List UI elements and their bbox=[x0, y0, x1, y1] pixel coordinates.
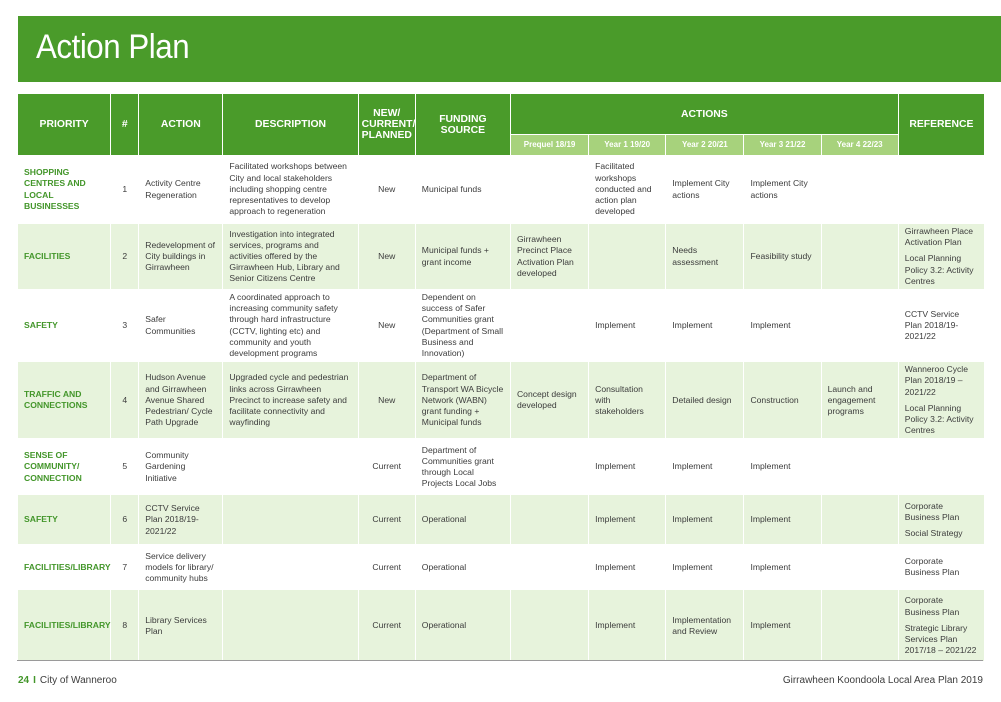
header-funding-source: FUNDING SOURCE bbox=[415, 94, 510, 156]
reference-cell bbox=[898, 590, 984, 662]
action-cell: Activity Centre Regeneration bbox=[139, 156, 223, 224]
table-row bbox=[18, 156, 985, 224]
status-cell: New bbox=[358, 290, 415, 362]
number-cell: 7 bbox=[111, 545, 139, 590]
page-title: Action Plan bbox=[36, 28, 190, 66]
action-cell: Library Services Plan bbox=[139, 590, 223, 662]
table-row bbox=[18, 362, 985, 439]
reference-cell bbox=[898, 362, 984, 439]
funding-cell: Operational bbox=[415, 545, 510, 590]
action-plan-table bbox=[17, 93, 985, 662]
year-2-cell: Implement bbox=[666, 290, 744, 362]
status-cell: Current bbox=[358, 545, 415, 590]
description-cell bbox=[223, 439, 358, 495]
year-1-cell: Implement bbox=[589, 545, 666, 590]
status-cell: Current bbox=[358, 590, 415, 662]
year-header-4: Year 4 22/23 bbox=[821, 135, 898, 156]
header-number: # bbox=[111, 94, 139, 156]
number-cell: 2 bbox=[111, 224, 139, 290]
funding-cell: Municipal funds bbox=[415, 156, 510, 224]
description-cell: A coordinated approach to increasing community safety through hard infrastructure (CCTV, lighting etc) and community and youth development programs bbox=[223, 290, 358, 362]
priority-cell: SENSE OF COMMUNITY/ CONNECTION bbox=[18, 439, 111, 495]
table-row bbox=[18, 545, 985, 590]
priority-cell: FACILITIES bbox=[18, 224, 111, 290]
year-1-cell: Facilitated workshops conducted and action plan developed bbox=[589, 156, 666, 224]
year-1-cell: Implement bbox=[589, 495, 666, 545]
year-prequel-cell bbox=[510, 156, 588, 224]
year-3-cell: Implement bbox=[744, 290, 821, 362]
status-cell: New bbox=[358, 224, 415, 290]
year-1-cell: Implement bbox=[589, 290, 666, 362]
title-banner bbox=[18, 16, 1001, 82]
reference-cell bbox=[898, 156, 984, 224]
status-cell: New bbox=[358, 362, 415, 439]
reference-item: Strategic Library Services Plan 2017/18 – 2021/22 bbox=[904, 622, 977, 656]
year-1-cell: Implement bbox=[589, 439, 666, 495]
funding-cell: Municipal funds + grant income bbox=[415, 224, 510, 290]
funding-cell: Operational bbox=[415, 495, 510, 545]
year-4-cell bbox=[821, 156, 898, 224]
priority-cell: FACILITIES/LIBRARY bbox=[18, 545, 111, 590]
year-3-cell: Construction bbox=[744, 362, 821, 439]
header-description: DESCRIPTION bbox=[223, 94, 358, 156]
priority-cell: FACILITIES/LIBRARY bbox=[18, 590, 111, 662]
priority-cell: SAFETY bbox=[18, 290, 111, 362]
number-cell: 5 bbox=[111, 439, 139, 495]
action-cell: Service delivery models for library/ community hubs bbox=[139, 545, 223, 590]
year-2-cell: Implement bbox=[666, 495, 744, 545]
year-prequel-cell bbox=[510, 590, 588, 662]
reference-cell bbox=[898, 495, 984, 545]
description-cell bbox=[223, 590, 358, 662]
action-cell: Safer Communities bbox=[139, 290, 223, 362]
reference-item: Corporate Business Plan bbox=[904, 556, 960, 578]
year-header-prequel: Prequel 18/19 bbox=[510, 135, 588, 156]
number-cell: 6 bbox=[111, 495, 139, 545]
priority-cell: SAFETY bbox=[18, 495, 111, 545]
year-3-cell: Implement bbox=[744, 439, 821, 495]
year-3-cell: Implement bbox=[744, 590, 821, 662]
reference-item: Local Planning Policy 3.2: Activity Centres bbox=[904, 253, 974, 286]
reference-cell bbox=[898, 439, 984, 495]
year-2-cell: Implement bbox=[666, 545, 744, 590]
description-cell: Upgraded cycle and pedestrian links across Girrawheen Precinct to increase safety and facilitate connectivity and wayfinding bbox=[223, 362, 358, 439]
header-status: NEW/ CURRENT/ PLANNED bbox=[358, 94, 415, 156]
year-1-cell: Implement bbox=[589, 590, 666, 662]
status-cell: Current bbox=[358, 439, 415, 495]
reference-item: Girrawheen Place Activation Plan bbox=[904, 226, 974, 248]
year-4-cell bbox=[821, 224, 898, 290]
year-4-cell bbox=[821, 590, 898, 662]
funding-cell: Operational bbox=[415, 590, 510, 662]
footer-separator: I bbox=[33, 675, 36, 686]
number-cell: 8 bbox=[111, 590, 139, 662]
year-2-cell: Needs assessment bbox=[666, 224, 744, 290]
reference-item: Local Planning Policy 3.2: Activity Centres bbox=[904, 402, 974, 436]
year-3-cell: Implement bbox=[744, 545, 821, 590]
year-prequel-cell bbox=[510, 495, 588, 545]
page-number: 24 bbox=[18, 675, 30, 686]
funding-cell: Department of Transport WA Bicycle Network (WABN) grant funding + Municipal funds bbox=[415, 362, 510, 439]
year-header-3: Year 3 21/22 bbox=[744, 135, 821, 156]
action-cell: CCTV Service Plan 2018/19- 2021/22 bbox=[139, 495, 223, 545]
year-4-cell bbox=[821, 290, 898, 362]
funding-cell: Department of Communities grant through Local Projects Local Jobs bbox=[415, 439, 510, 495]
reference-cell bbox=[898, 290, 984, 362]
header-priority: PRIORITY bbox=[18, 94, 111, 156]
table-row bbox=[18, 224, 985, 290]
footer-divider bbox=[17, 660, 983, 661]
reference-cell bbox=[898, 545, 984, 590]
priority-cell: SHOPPING CENTRES AND LOCAL BUSINESSES bbox=[18, 156, 111, 224]
status-cell: Current bbox=[358, 495, 415, 545]
year-prequel-cell bbox=[510, 545, 588, 590]
description-cell bbox=[223, 545, 358, 590]
action-cell: Community Gardening Initiative bbox=[139, 439, 223, 495]
funding-cell: Dependent on success of Safer Communities grant (Department of Small Business and Innovation) bbox=[415, 290, 510, 362]
description-cell: Facilitated workshops between City and local stakeholders including shopping centre representatives to develop approach to regeneration bbox=[223, 156, 358, 224]
description-cell bbox=[223, 495, 358, 545]
reference-item: Corporate Business Plan bbox=[904, 500, 960, 522]
action-cell: Hudson Avenue and Girrawheen Avenue Shared Pedestrian/ Cycle Path Upgrade bbox=[139, 362, 223, 439]
footer-left bbox=[18, 675, 117, 686]
year-2-cell: Detailed design bbox=[666, 362, 744, 439]
header-actions: ACTIONS bbox=[510, 94, 898, 135]
priority-cell: TRAFFIC AND CONNECTIONS bbox=[18, 362, 111, 439]
table-row bbox=[18, 590, 985, 662]
year-4-cell bbox=[821, 545, 898, 590]
reference-item: CCTV Service Plan 2018/19- 2021/22 bbox=[904, 308, 960, 342]
table-row bbox=[18, 290, 985, 362]
year-2-cell: Implement bbox=[666, 439, 744, 495]
year-1-cell bbox=[589, 224, 666, 290]
year-2-cell: Implementation and Review bbox=[666, 590, 744, 662]
year-3-cell: Implement City actions bbox=[744, 156, 821, 224]
number-cell: 1 bbox=[111, 156, 139, 224]
year-4-cell: Launch and engagement programs bbox=[821, 362, 898, 439]
year-prequel-cell bbox=[510, 439, 588, 495]
action-cell: Redevelopment of City buildings in Girrawheen bbox=[139, 224, 223, 290]
reference-item: Social Strategy bbox=[904, 528, 963, 539]
description-cell: Investigation into integrated services, programs and activities offered by the Girrawheen Hub, Library and Senior Citizens Centre bbox=[223, 224, 358, 290]
reference-item: Corporate Business Plan bbox=[904, 595, 960, 617]
year-1-cell: Consultation with stakeholders bbox=[589, 362, 666, 439]
number-cell: 3 bbox=[111, 290, 139, 362]
number-cell: 4 bbox=[111, 362, 139, 439]
reference-item: Wanneroo Cycle Plan 2018/19 – 2021/22 bbox=[904, 364, 968, 397]
year-prequel-cell bbox=[510, 290, 588, 362]
year-header-1: Year 1 19/20 bbox=[589, 135, 666, 156]
status-cell: New bbox=[358, 156, 415, 224]
table-row bbox=[18, 495, 985, 545]
year-header-2: Year 2 20/21 bbox=[666, 135, 744, 156]
table-row bbox=[18, 439, 985, 495]
header-action: ACTION bbox=[139, 94, 223, 156]
year-3-cell: Feasibility study bbox=[744, 224, 821, 290]
organisation-name: City of Wanneroo bbox=[39, 675, 117, 686]
document-title: Girrawheen Koondoola Local Area Plan 2019 bbox=[782, 675, 983, 686]
year-4-cell bbox=[821, 439, 898, 495]
year-4-cell bbox=[821, 495, 898, 545]
reference-cell bbox=[898, 224, 984, 290]
header-reference: REFERENCE bbox=[898, 94, 984, 156]
year-prequel-cell: Concept design developed bbox=[510, 362, 588, 439]
year-2-cell: Implement City actions bbox=[666, 156, 744, 224]
year-prequel-cell: Girrawheen Precinct Place Activation Plan developed bbox=[510, 224, 588, 290]
year-3-cell: Implement bbox=[744, 495, 821, 545]
header-row bbox=[18, 94, 985, 135]
